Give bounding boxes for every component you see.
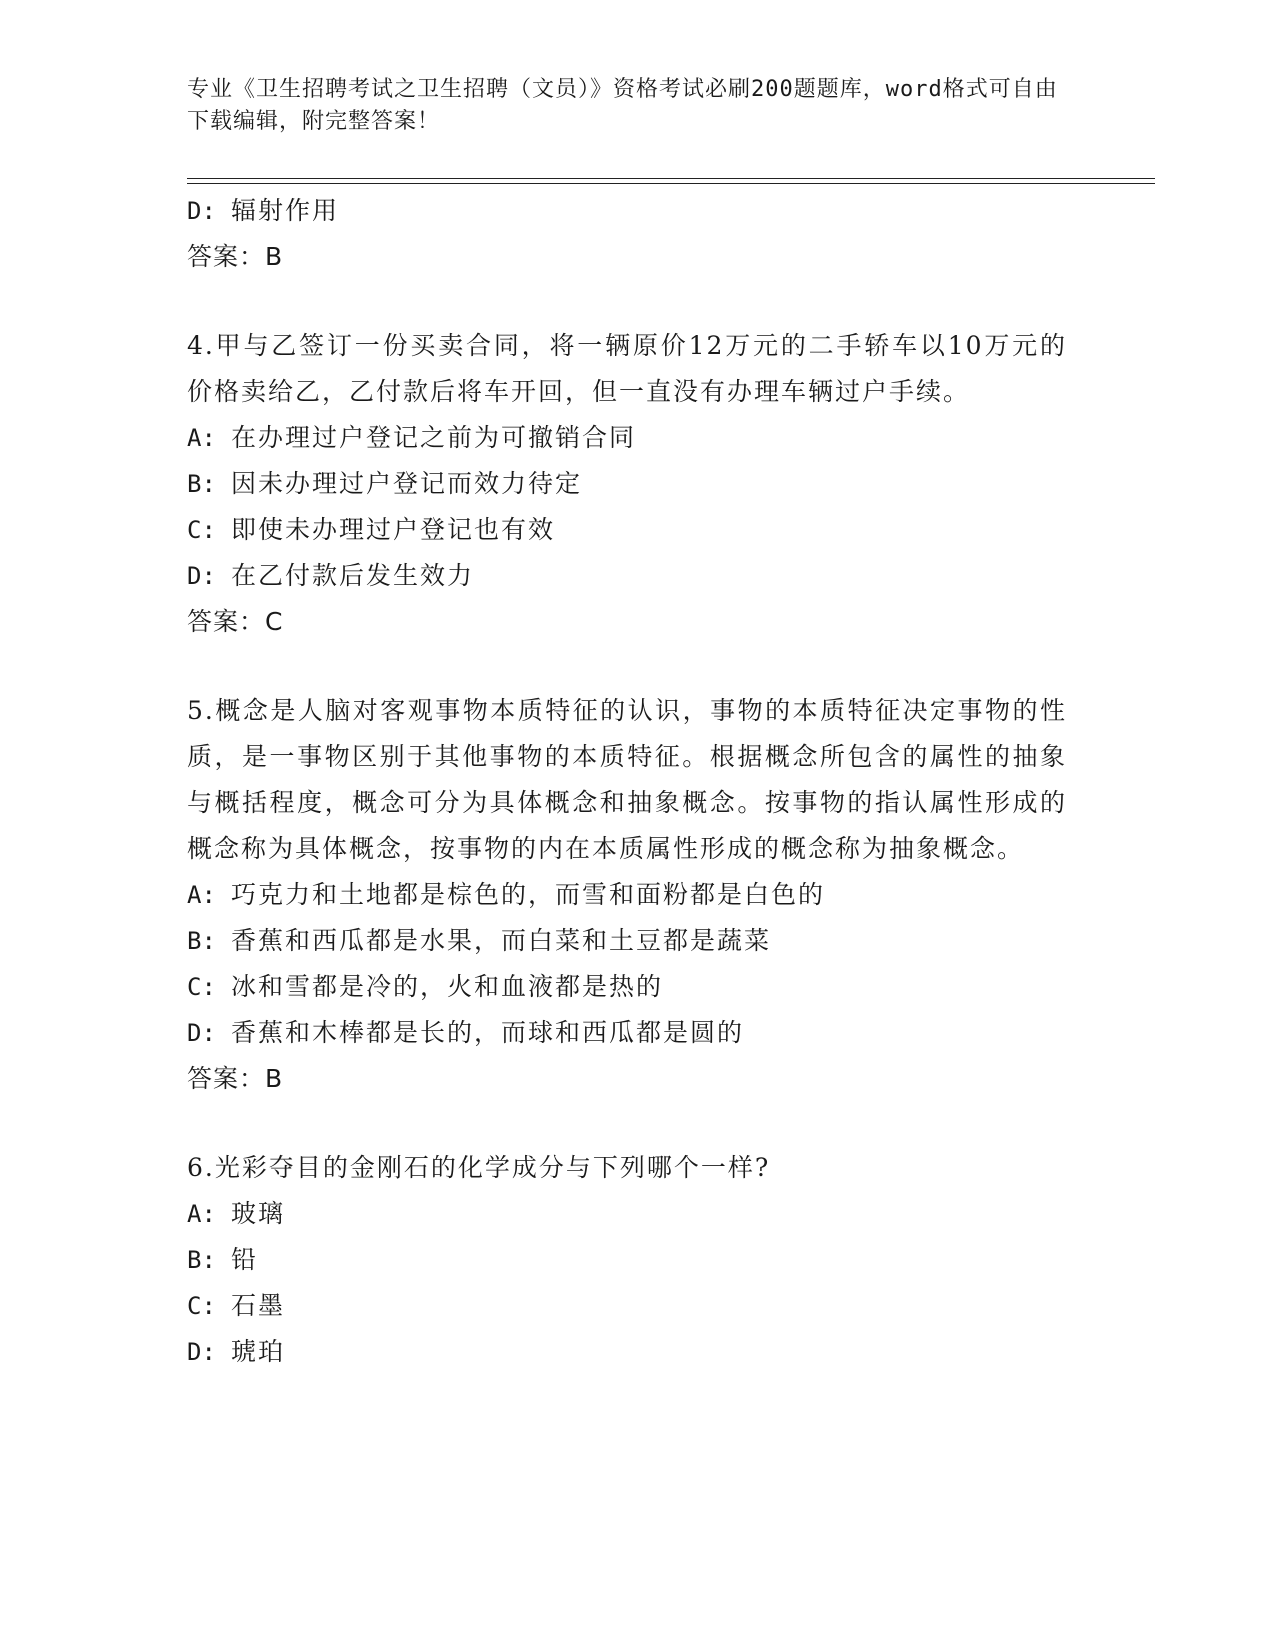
option-text: 在办理过户登记之前为可撤销合同	[231, 423, 637, 452]
option-text: 玻璃	[231, 1199, 286, 1228]
option-text: 香蕉和木棒都是长的，而球和西瓜都是圆的	[231, 1018, 745, 1047]
header-divider-top	[187, 178, 1155, 179]
option-label: C:	[187, 1292, 216, 1320]
option-text: 石墨	[231, 1291, 286, 1320]
q5-option-c	[187, 964, 1067, 1010]
option-text: 铅	[231, 1245, 259, 1274]
option-label: A:	[187, 881, 216, 909]
q3-option-d	[187, 188, 1067, 234]
option-text: 即使未办理过户登记也有效	[231, 515, 556, 544]
q4-option-a	[187, 415, 1067, 461]
option-text: 巧克力和土地都是棕色的，而雪和面粉都是白色的	[231, 880, 826, 909]
q6-option-c	[187, 1283, 1067, 1329]
option-label: A:	[187, 1200, 216, 1228]
option-label: A:	[187, 424, 216, 452]
q4-answer: 答案：C	[187, 607, 284, 636]
option-text: 冰和雪都是冷的，火和血液都是热的	[231, 972, 664, 1001]
q5-stem: 5.概念是人脑对客观事物本质特征的认识，事物的本质特征决定事物的性质，是一事物区别于其他事物的本质特征。根据概念所包含的属性的抽象与概括程度，概念可分为具体概念和抽象概念。按事物的指认属性形成的概念称为具体概念，按事物的内在本质属性形成的概念称为抽象概念。	[187, 696, 1067, 863]
q3-answer: 答案：B	[187, 242, 284, 271]
option-label: C:	[187, 973, 216, 1001]
q5-option-b	[187, 918, 1067, 964]
q6-option-a	[187, 1191, 1067, 1237]
q6-option-b	[187, 1237, 1067, 1283]
option-label: B:	[187, 1246, 216, 1274]
option-text: 琥珀	[231, 1337, 286, 1366]
option-label: D:	[187, 562, 216, 590]
option-text: 因未办理过户登记而效力待定	[231, 469, 583, 498]
q4-option-b	[187, 461, 1067, 507]
option-text: 在乙付款后发生效力	[231, 561, 475, 590]
option-label: C:	[187, 516, 216, 544]
q4-stem: 4.甲与乙签订一份买卖合同，将一辆原价12万元的二手轿车以10万元的价格卖给乙，乙付款后将车开回，但一直没有办理车辆过户手续。	[187, 331, 1067, 406]
q5-option-d	[187, 1010, 1067, 1056]
q4-option-c	[187, 507, 1067, 553]
header-divider-bottom	[187, 183, 1155, 184]
q4-option-d	[187, 553, 1067, 599]
q6-option-d	[187, 1329, 1067, 1375]
option-text: 香蕉和西瓜都是水果，而白菜和土豆都是蔬菜	[231, 926, 772, 955]
q6-stem: 6.光彩夺目的金刚石的化学成分与下列哪个一样?	[187, 1153, 771, 1182]
q5-option-a	[187, 872, 1067, 918]
option-label: D:	[187, 197, 216, 225]
q5-answer: 答案：B	[187, 1064, 284, 1093]
option-text: 辐射作用	[231, 196, 340, 225]
page-header: 专业《卫生招聘考试之卫生招聘（文员）》资格考试必刷200题题库，word格式可自由下载编辑，附完整答案！	[187, 77, 1058, 134]
question-content	[187, 188, 1067, 1375]
option-label: B:	[187, 927, 216, 955]
option-label: D:	[187, 1338, 216, 1366]
option-label: B:	[187, 470, 216, 498]
option-label: D:	[187, 1019, 216, 1047]
